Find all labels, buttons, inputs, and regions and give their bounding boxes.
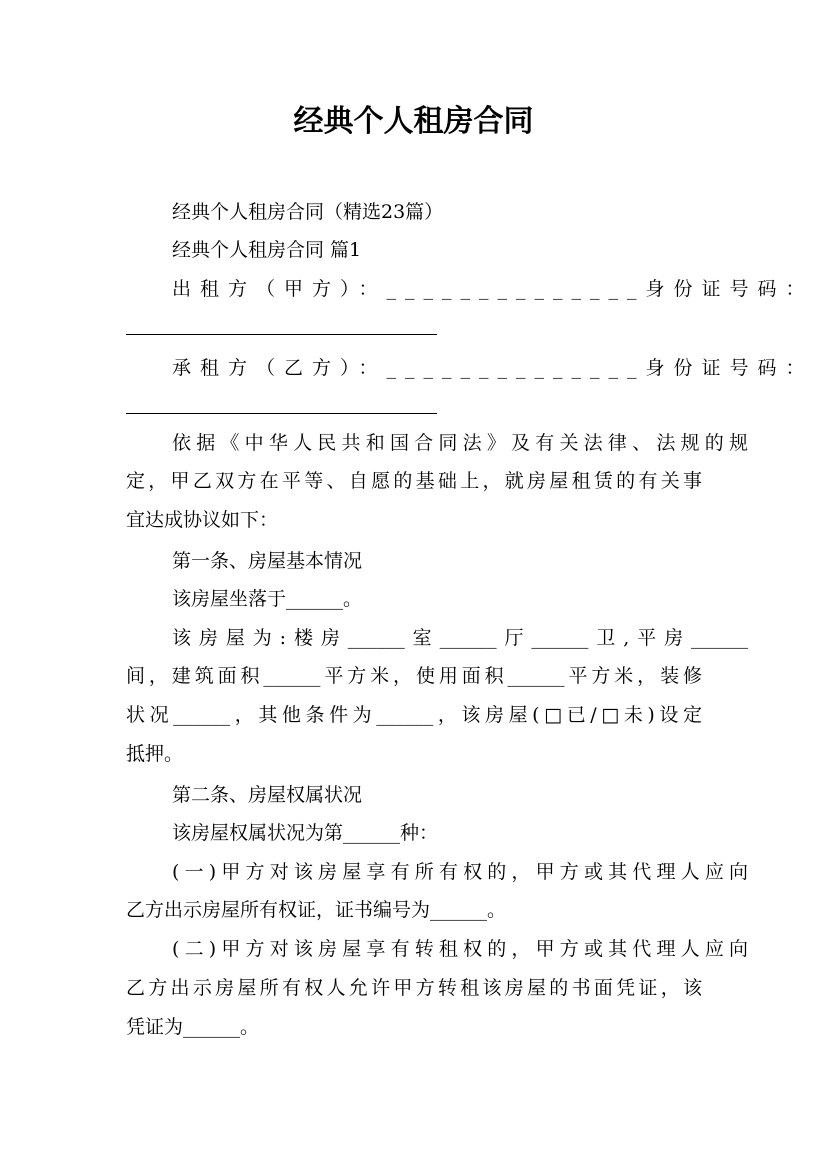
paragraph-line: 乙方出示房屋所有权人允许甲方转租该房屋的书面凭证，该 bbox=[126, 977, 702, 999]
lessee-id-blank bbox=[126, 413, 437, 414]
lessee-text: 承租方（乙方）：______________身份证号码： bbox=[172, 357, 814, 379]
article-heading-2: 第二条、房屋权属状况 bbox=[172, 784, 363, 806]
paragraph-line: (二)甲方对该房屋享有转租权的，甲方或其代理人应向 bbox=[172, 938, 748, 960]
paragraph-line: 定，甲乙双方在平等、自愿的基础上，就房屋租赁的有关事 bbox=[126, 470, 702, 492]
subtitle-line: 经典个人租房合同（精选23篇） bbox=[172, 201, 444, 223]
article-heading-1: 第一条、房屋基本情况 bbox=[172, 550, 363, 572]
paragraph-line: 间，建筑面积______平方米，使用面积______平方米，装修 bbox=[126, 665, 702, 687]
paragraph-line: 状况______，其他条件为______，该房屋(□已/□未)设定 bbox=[126, 704, 702, 726]
lessor-text: 出租方（甲方）：______________身份证号码： bbox=[172, 278, 814, 300]
lessor-line bbox=[126, 271, 814, 307]
document-title: 经典个人租房合同 bbox=[293, 104, 534, 139]
lessor-id-blank bbox=[126, 334, 437, 335]
paragraph-line: 凭证为______。 bbox=[126, 1016, 260, 1038]
paragraph-line: 该房屋权属状况为第______种： bbox=[172, 822, 439, 844]
paragraph-line: 依据《中华人民共和国合同法》及有关法律、法规的规 bbox=[172, 432, 748, 454]
paragraph-line: 该房屋为:楼房______室______厅______卫,平房______ bbox=[172, 627, 748, 649]
lessee-line bbox=[126, 350, 814, 386]
paragraph-line: 宜达成协议如下： bbox=[126, 509, 279, 531]
paragraph-line: (一)甲方对该房屋享有所有权的，甲方或其代理人应向 bbox=[172, 861, 748, 883]
paragraph-line: 该房屋坐落于______。 bbox=[172, 588, 363, 610]
paragraph-line: 抵押。 bbox=[126, 743, 184, 765]
section-heading-1: 经典个人租房合同 篇1 bbox=[172, 239, 362, 261]
paragraph-line: 乙方出示房屋所有权证，证书编号为______。 bbox=[126, 899, 507, 921]
